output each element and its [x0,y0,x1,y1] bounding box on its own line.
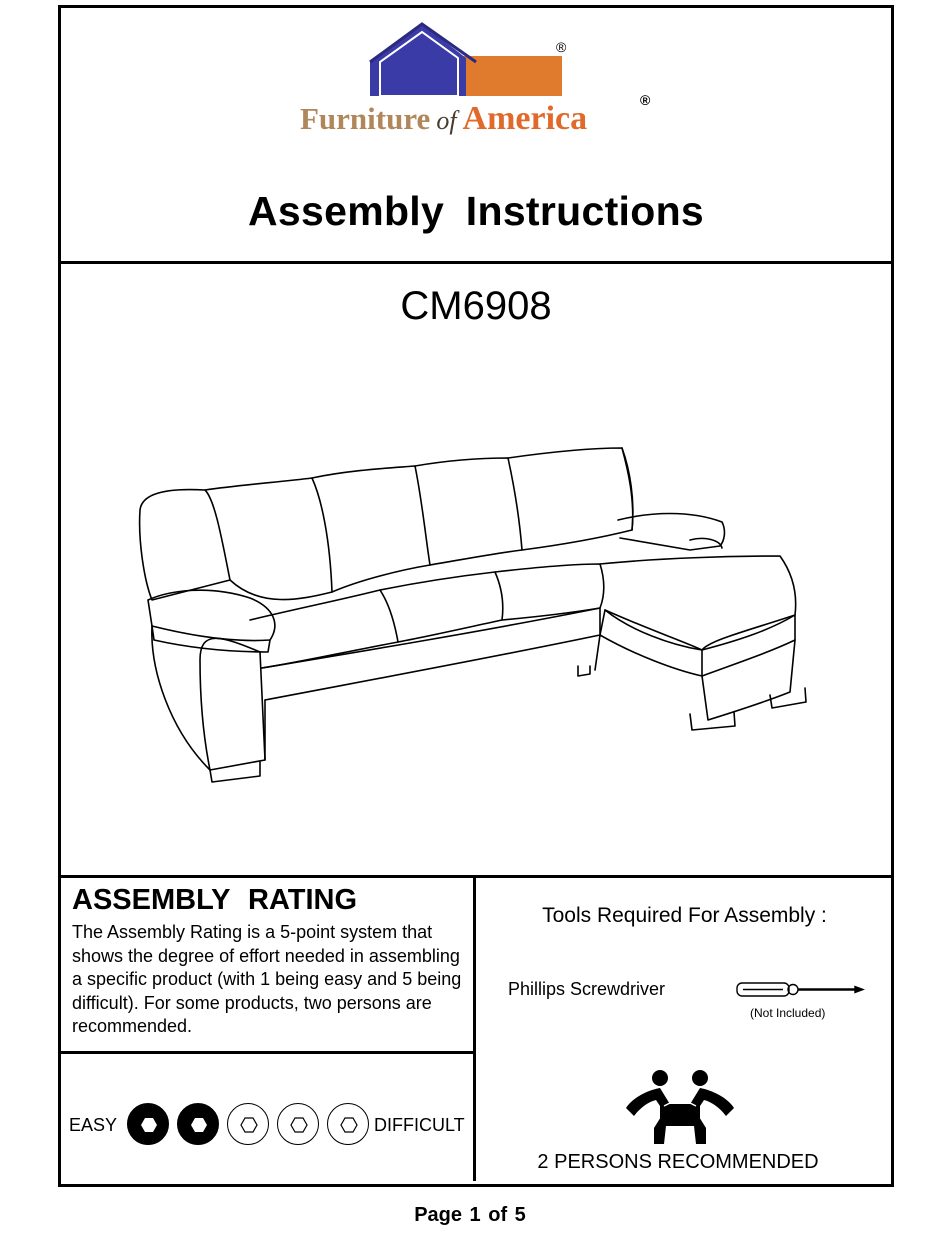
tool-note: (Not Included) [750,1006,826,1020]
furniture-of-america-logo-icon [366,22,576,100]
page-title: Assembly Instructions [247,188,705,234]
tools-heading: Tools Required For Assembly : [542,904,827,927]
brand-word-america: America [462,100,588,137]
rating-dot-2 [177,1103,219,1145]
rating-divider [58,1051,475,1054]
sectional-sofa-illustration [130,430,830,790]
assembly-rating-description: The Assembly Rating is a 5-point system that shows the degree of effort needed in assembling a specific product (with 1 being easy and 5 being difficult). For some products, two persons are recommended. [72,922,462,1037]
model-number: CM6908 [400,284,552,328]
rating-dot-3 [227,1103,269,1145]
rating-dot-4 [277,1103,319,1145]
two-persons-recommended-label: 2 PERSONS RECOMMENDED [537,1151,819,1173]
header-divider [58,261,894,264]
assembly-rating-heading: ASSEMBLY RATING [72,884,358,916]
page-number: Page 1 of 5 [414,1204,526,1226]
screwdriver-icon [735,978,865,1002]
rating-dot-1 [127,1103,169,1145]
difficult-label: DIFFICULT [374,1115,465,1135]
tool-name: Phillips Screwdriver [508,979,666,999]
easy-label: EASY [69,1115,118,1135]
brand-word-furniture: Furniture [300,101,431,136]
svg-text:®: ® [556,39,567,55]
registered-mark: ® [640,92,651,108]
brand-word-of: of [436,106,457,135]
column-divider [473,875,476,1181]
two-persons-lifting-icon [620,1068,740,1146]
illustration-divider [58,875,894,878]
brand-name [300,92,660,140]
rating-dot-5 [327,1103,369,1145]
